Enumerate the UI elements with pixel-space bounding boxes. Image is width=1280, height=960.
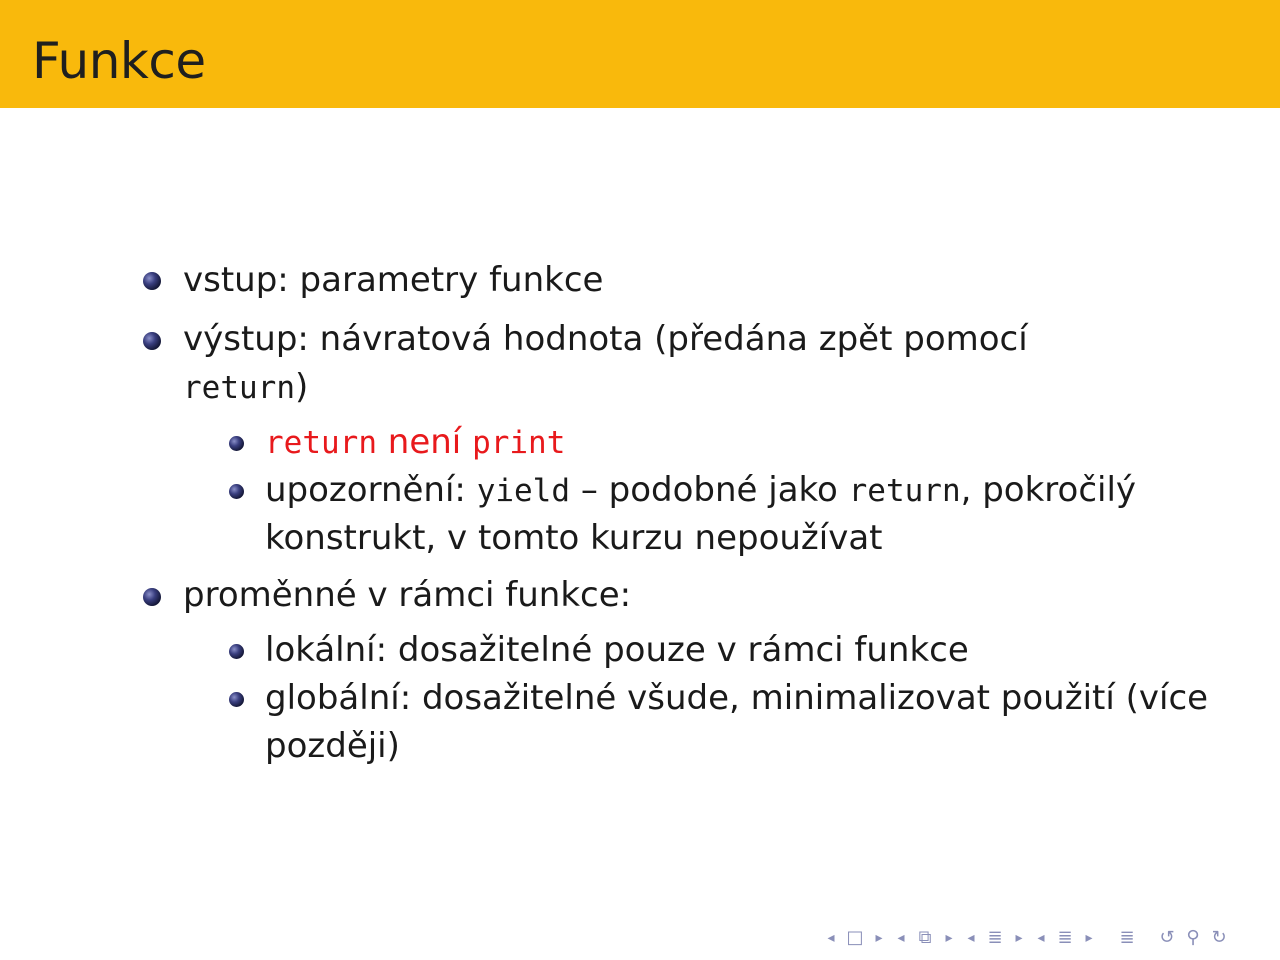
item-text: není [376, 422, 473, 462]
nav-search-icon[interactable]: ⚲ [1186, 927, 1200, 948]
list-item [183, 315, 1028, 363]
list-item [183, 256, 603, 304]
code-return: return [848, 473, 961, 509]
sub-list-item [265, 626, 969, 674]
nav-subsection-icon[interactable]: ⧉ [918, 927, 932, 948]
code-return: return [183, 370, 295, 406]
nav-outline-icon[interactable]: ≣ [1119, 927, 1135, 948]
item-text: ) [294, 367, 309, 407]
nav-next-frame-icon[interactable]: ▸ [875, 930, 883, 946]
nav-prev-section-icon[interactable]: ◂ [967, 930, 975, 946]
nav-back-icon[interactable]: ↺ [1159, 927, 1175, 948]
bullet-icon [143, 332, 161, 350]
bullet-icon [143, 272, 161, 290]
item-text: upozornění: [265, 470, 477, 510]
bullet-icon [229, 436, 244, 451]
nav-slide-icon[interactable]: ≣ [1057, 927, 1073, 948]
bullet-icon [229, 484, 244, 499]
sub-list-item [265, 674, 1208, 722]
bullet-icon [229, 644, 244, 659]
nav-next-slide-icon[interactable]: ▸ [1085, 930, 1093, 946]
list-item-continuation [183, 363, 308, 412]
nav-next-subsection-icon[interactable]: ▸ [945, 930, 953, 946]
bullet-icon [229, 692, 244, 707]
bullet-icon [143, 588, 161, 606]
sub-list-item [265, 418, 565, 467]
nav-frame-icon[interactable]: □ [846, 927, 864, 948]
code-return: return [265, 425, 377, 461]
item-text: – podobné jako [570, 470, 849, 510]
navigation-bar [820, 925, 1232, 951]
code-yield: yield [476, 473, 571, 509]
item-text: lokální: dosažitelné pouze v rámci funkce [265, 630, 969, 670]
item-text: proměnné v rámci funkce: [183, 575, 632, 615]
nav-prev-subsection-icon[interactable]: ◂ [897, 930, 905, 946]
sub-list-item-continuation [265, 722, 400, 770]
nav-forward-icon[interactable]: ↻ [1211, 927, 1227, 948]
item-text: vstup: parametry funkce [183, 260, 604, 300]
nav-prev-slide-icon[interactable]: ◂ [1037, 930, 1045, 946]
item-text: globální: dosažitelné všude, minimalizovat použití (více [265, 678, 1209, 718]
sub-list-item-continuation [265, 514, 883, 562]
list-item [183, 571, 631, 619]
item-text: , pokročilý [960, 470, 1137, 510]
item-text: výstup: návratová hodnota (předána zpět pomocí [183, 319, 1028, 359]
code-print: print [472, 425, 566, 461]
item-text: později) [265, 726, 400, 766]
slide-title: Funkce [32, 32, 206, 90]
nav-next-section-icon[interactable]: ▸ [1015, 930, 1023, 946]
sub-list-item [265, 466, 1136, 515]
nav-prev-frame-icon[interactable]: ◂ [827, 930, 835, 946]
item-text: konstrukt, v tomto kurzu nepoužívat [265, 518, 883, 558]
nav-section-icon[interactable]: ≣ [987, 927, 1003, 948]
